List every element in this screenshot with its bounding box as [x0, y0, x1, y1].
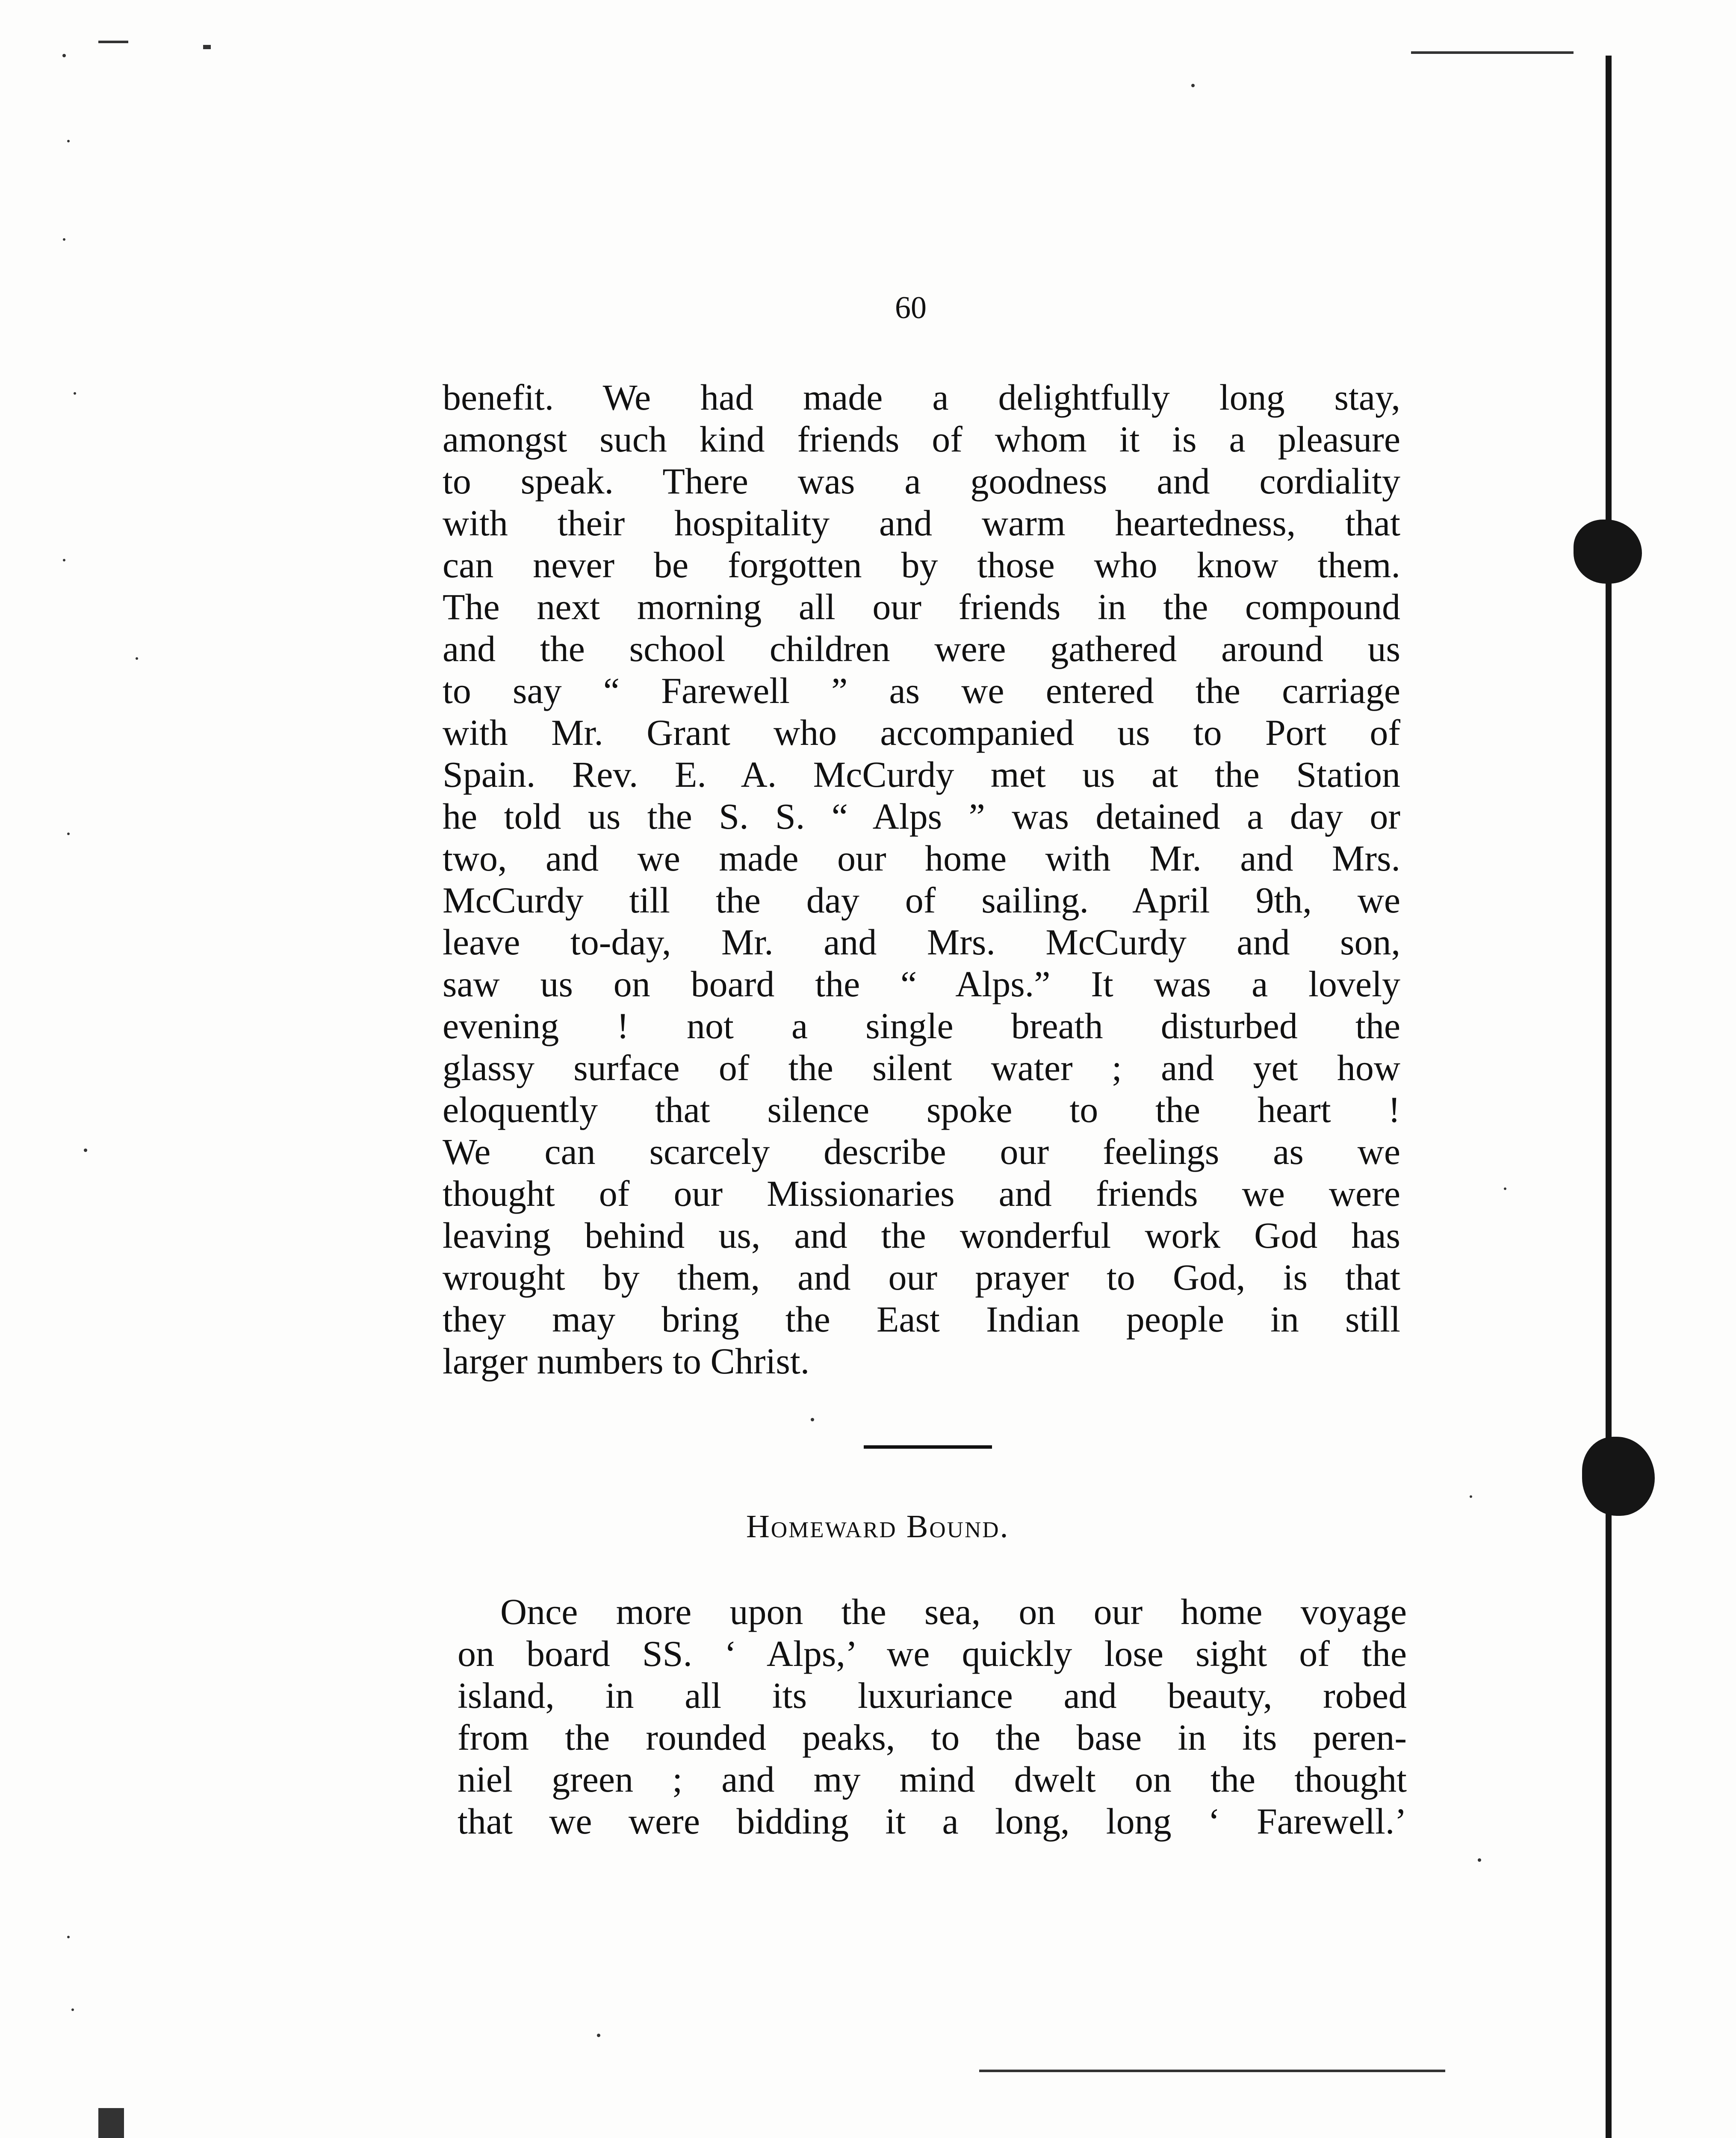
- text-line: larger numbers to Christ.: [443, 1341, 810, 1382]
- text-line: leave to-day, Mr. and Mrs. McCurdy and son,: [443, 921, 1400, 963]
- text-line: niel green ; and my mind dwelt on the thought: [458, 1759, 1407, 1800]
- text-line: they may bring the East Indian people in still: [443, 1299, 1400, 1340]
- binding-knot: [1574, 520, 1642, 584]
- text-line: on board SS. ‘ Alps,’ we quickly lose sight of the: [458, 1633, 1407, 1674]
- text-line: evening ! not a single breath disturbed the: [443, 1005, 1400, 1046]
- text-line: benefit. We had made a delightfully long stay,: [443, 377, 1400, 418]
- text-line: We can scarcely describe our feelings as we: [443, 1131, 1400, 1172]
- text-line: that we were bidding it a long, long ‘ Farewell.’: [458, 1801, 1407, 1842]
- text-line: island, in all its luxuriance and beauty, robed: [458, 1675, 1407, 1716]
- text-line: The next morning all our friends in the compound: [443, 586, 1400, 627]
- text-line: McCurdy till the day of sailing. April 9th, we: [443, 880, 1400, 921]
- page-number: 60: [895, 290, 927, 325]
- text-line: can never be forgotten by those who know them.: [443, 544, 1400, 585]
- text-line: eloquently that silence spoke to the heart !: [443, 1089, 1400, 1130]
- text-line: glassy surface of the silent water ; and yet how: [443, 1047, 1400, 1088]
- text-line: from the rounded peaks, to the base in its peren-: [458, 1717, 1407, 1758]
- text-line: wrought by them, and our prayer to God, is that: [443, 1257, 1400, 1298]
- binding-knot: [1582, 1437, 1655, 1516]
- binding-thread: [1606, 56, 1612, 2138]
- text-line: with their hospitality and warm heartedness, that: [443, 502, 1400, 543]
- text-line: thought of our Missionaries and friends we were: [443, 1173, 1400, 1214]
- section-paragraph: [458, 1591, 1407, 1842]
- text-line: he told us the S. S. “ Alps ” was detained a day or: [443, 796, 1400, 837]
- text-line: amongst such kind friends of whom it is a pleasure: [443, 419, 1400, 460]
- text-line: Once more upon the sea, on our home voyage: [500, 1591, 1407, 1632]
- text-line: saw us on board the “ Alps.” It was a lovely: [443, 963, 1400, 1004]
- text-line: Spain. Rev. E. A. McCurdy met us at the Station: [443, 754, 1400, 795]
- section-heading: Homeward Bound.: [746, 1509, 1010, 1544]
- text-line: to speak. There was a goodness and cordiality: [443, 461, 1400, 502]
- section-divider: [864, 1445, 992, 1449]
- passage-paragraph: [443, 376, 1400, 1382]
- text-line: two, and we made our home with Mr. and Mrs.: [443, 838, 1400, 879]
- text-line: leaving behind us, and the wonderful work God has: [443, 1215, 1400, 1256]
- text-line: with Mr. Grant who accompanied us to Port of: [443, 712, 1400, 753]
- text-line: to say “ Farewell ” as we entered the carriage: [443, 670, 1400, 711]
- text-line: and the school children were gathered around us: [443, 628, 1400, 669]
